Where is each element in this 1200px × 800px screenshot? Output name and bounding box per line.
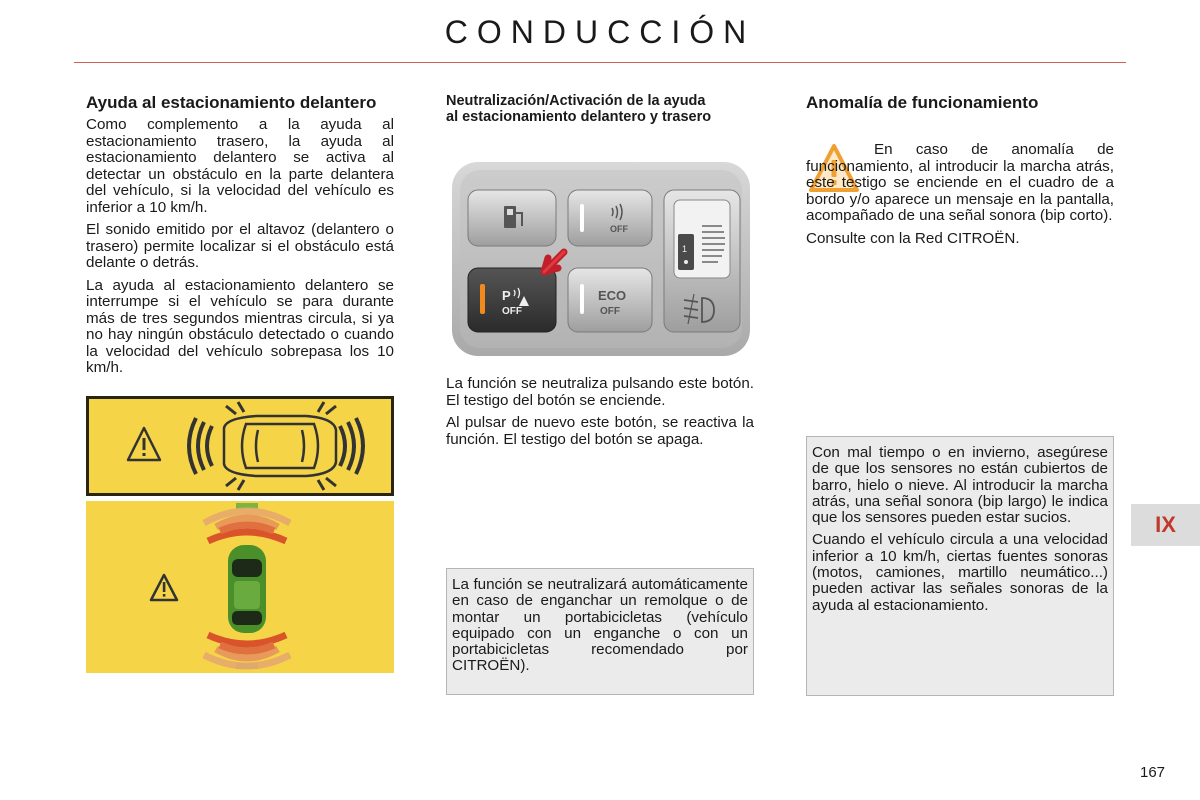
- chapter-tab: IX: [1131, 504, 1200, 546]
- front-sensor-display-figure: [86, 396, 394, 496]
- svg-text:1: 1: [682, 244, 688, 254]
- middle-heading: Neutralización/Activación de la ayuda al estacionamiento delantero y trasero: [446, 93, 712, 125]
- page-number: 167: [1140, 764, 1166, 781]
- left-paragraph: El sonido emitido por el altavoz (delantero o trasero) permite localizar si el obstáculo está delante o detrás.: [86, 221, 394, 271]
- sound-off-label: OFF: [610, 224, 628, 234]
- right-heading-wrap: [806, 94, 1116, 117]
- right-note-box: [806, 436, 1114, 696]
- middle-note-text: La función se neutralizará automáticamente en caso de enganchar un remolque o de montar un portabicicletas (vehículo equipado con un enganche o con un portabicicletas recomendado por CITROËN).: [452, 576, 748, 675]
- eco-off-button[interactable]: [568, 268, 652, 332]
- sound-off-button[interactable]: [568, 190, 652, 246]
- park-off-label: OFF: [502, 306, 522, 317]
- left-paragraph: Como complemento a la ayuda al estacionamiento trasero, la ayuda al estacionamiento delantero se activa al detectar un obstáculo en la parte delantera del vehículo, si la velocidad del vehículo es inferior a 10 km/h.: [86, 116, 394, 216]
- eco-label: ECO: [598, 288, 627, 303]
- park-sensor-off-button[interactable]: [468, 268, 556, 332]
- middle-body: [446, 376, 754, 454]
- middle-paragraph: La función se neutraliza pulsando este botón. El testigo del botón se enciende.: [446, 375, 754, 409]
- page-title: CONDUCCIÓN: [444, 14, 756, 50]
- middle-paragraph: Al pulsar de nuevo este botón, se reactiva la función. El testigo del botón se apaga.: [446, 414, 754, 448]
- right-paragraph: Consulte con la Red CITROËN.: [806, 229, 1020, 247]
- eco-off-label: OFF: [600, 306, 620, 317]
- right-body: [806, 142, 1114, 253]
- header-rule: [74, 62, 1126, 63]
- headlight-adjust-wheel[interactable]: [664, 190, 740, 332]
- right-note-text: Con mal tiempo o en invierno, asegúrese de que los sensores no están cubiertos de barro, hielo o nieve. Al introducir la marcha atrás, una señal sonora (bip largo) le indica que los sensores pueden estar sucios.: [812, 444, 1108, 527]
- sensor-zones-figure: [86, 501, 394, 673]
- middle-column: [446, 94, 716, 125]
- park-label: P: [502, 288, 511, 303]
- fuel-door-button[interactable]: [468, 190, 556, 246]
- right-note-text: Cuando el vehículo circula a una velocidad inferior a 10 km/h, ciertas fuentes sonoras (motos, camiones, martillo neumático...) pueden activar las señales sonoras de la ayuda al estacionamiento.: [812, 531, 1108, 614]
- right-paragraph: En caso de anomalía de funcionamiento, al introducir la marcha atrás, este testigo se enciende en el cuadro de a bordo y/o aparece un mensaje en la pantalla, acompañado de una señal sonora (bip corto).: [806, 141, 1114, 224]
- car-top-view: [228, 545, 266, 633]
- control-panel-figure: [452, 160, 752, 358]
- left-column: [86, 94, 394, 383]
- left-paragraph: La ayuda al estacionamiento delantero se interrumpe si el vehículo se para durante más de tres segundos mientras circula, si ya no hay ningún obstáculo detectado o cuando la velocidad del vehículo sobrepasa los 10 km/h.: [86, 276, 394, 376]
- left-heading: Ayuda al estacionamiento delantero: [86, 93, 377, 112]
- middle-note-box: [446, 568, 754, 695]
- right-heading: Anomalía de funcionamiento: [806, 93, 1039, 112]
